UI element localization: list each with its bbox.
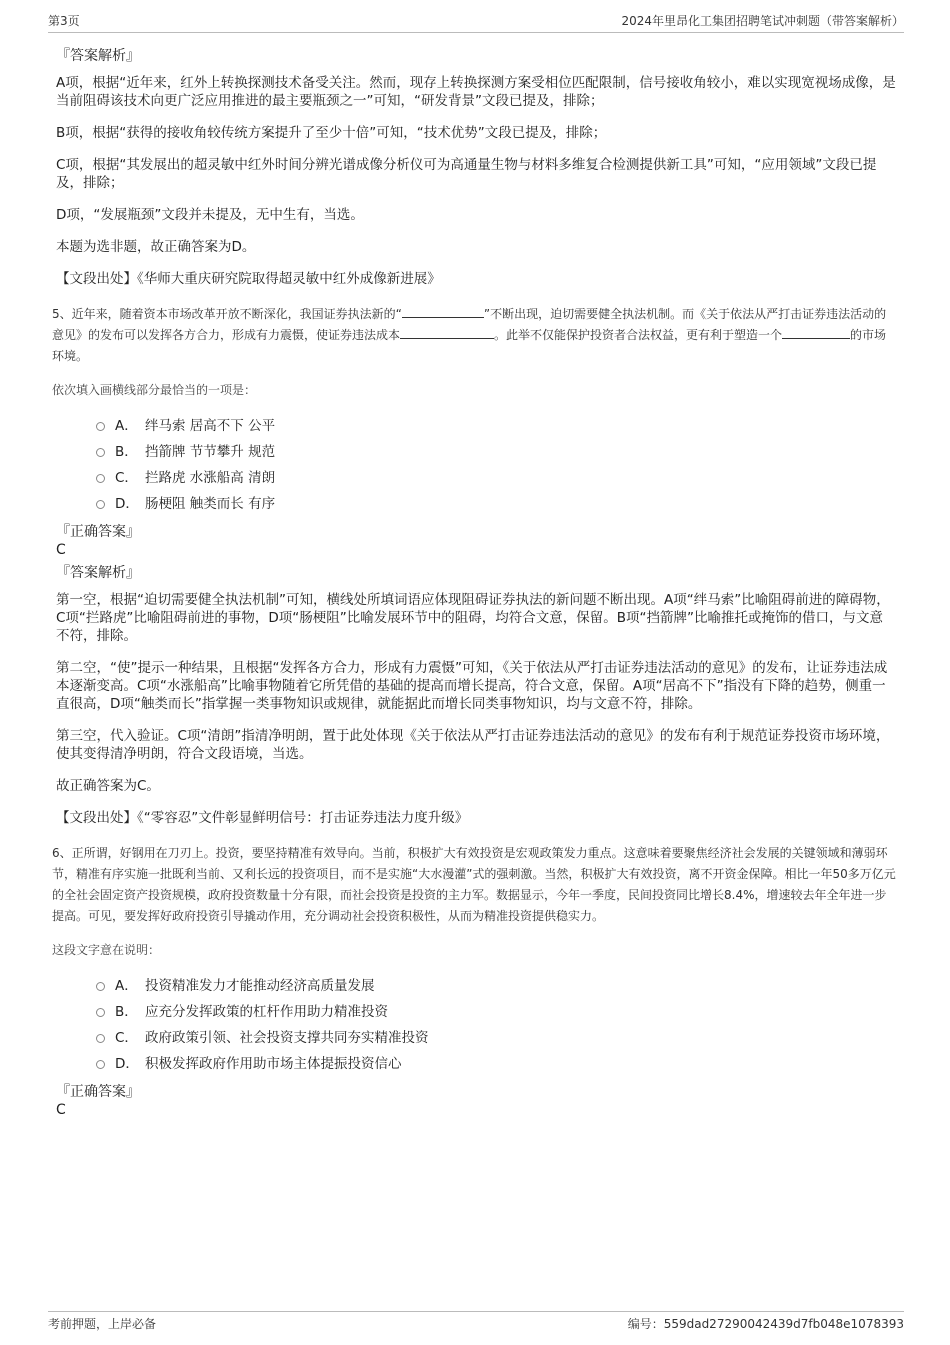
q4-analysis-section: [56, 46, 896, 288]
q4-analysis-paragraph: B项，根据“获得的接收角较传统方案提升了至少十倍”可知，“技术优势”文段已提及，排除；: [56, 125, 607, 141]
q5-stem-text-4: 的市场环境。: [52, 328, 887, 363]
footer-slogan: 考前押题，上岸必备: [48, 1317, 157, 1331]
q4-source: 【文段出处】《华师大重庆研究院取得超灵敏中红外成像新进展》: [56, 271, 441, 287]
option-text: 拦路虎 水涨船高 清朗: [145, 470, 276, 486]
q5-stem-text-2: ”不断出现，迫切需要健全执法机制。而《关于依法从严打击证券违法活动的意见》的发布可以发挥各方合力，形成有力震慑，使证券违法成本: [52, 307, 887, 342]
q6-prompt: 这段文字意在说明：: [52, 943, 161, 957]
q6-correct-label: 『正确答案』: [56, 1084, 140, 1100]
q5-option-b[interactable]: [96, 439, 896, 465]
option-text: 挡箭牌 节节攀升 规范: [145, 444, 276, 460]
option-text: 绊马索 居高不下 公平: [145, 418, 276, 434]
q5-analysis-paragraph: 第二空，“使”提示一种结果，且根据“发挥各方合力，形成有力震慑”可知，《关于依法从严打击证券违法活动的意见》的发布，让证券违法成本逐渐变高。C项“水涨船高”比喻事物随着它所凭借的基础的提高而增长提高，符合文意，保留。A项“居高不下”指没有下降的趋势，侧重一直很高，D项“触类而长”指掌握一类事物知识或规律，就能据此而增长同类事物知识，均与文意不符，排除。: [56, 660, 888, 712]
option-text: 投资精准发力才能推动经济高质量发展: [145, 978, 375, 994]
option-letter: A．: [115, 418, 138, 434]
q4-analysis-paragraph: C项，根据“其发展出的超灵敏中红外时间分辨光谱成像分析仪可为高通量生物与材料多维复合检测提供新工具”可知，“应用领域”文段已提及，排除；: [56, 157, 877, 191]
q5-stem-text-3: 。此举不仅能保护投资者合法权益，更有利于塑造一个: [494, 328, 783, 342]
q5-option-a[interactable]: [96, 413, 896, 439]
page-number: 第3页: [48, 14, 80, 28]
q5-source: 【文段出处】《“零容忍”文件彰显鲜明信号：打击证券违法力度升级》: [56, 810, 469, 826]
document-id: 编号：559dad27290042439d7fb048e1078393: [627, 1317, 904, 1331]
document-body: [52, 46, 896, 1123]
option-letter: C．: [115, 1030, 138, 1046]
radio-icon[interactable]: [96, 1008, 105, 1017]
document-title: 2024年里昂化工集团招聘笔试冲刺题（带答案解析）: [621, 14, 904, 28]
question-6: [52, 843, 896, 1119]
option-letter: A．: [115, 978, 138, 994]
option-text: 政府政策引领、社会投资支撑共同夯实精准投资: [145, 1030, 429, 1046]
option-text: 应充分发挥政策的杠杆作用助力精准投资: [145, 1004, 388, 1020]
q6-correct-answer: C: [56, 1102, 66, 1118]
q6-option-d[interactable]: [96, 1051, 896, 1077]
option-text: 积极发挥政府作用助市场主体提振投资信心: [145, 1056, 402, 1072]
q6-option-c[interactable]: [96, 1025, 896, 1051]
option-letter: C．: [115, 470, 138, 486]
question-5: [52, 304, 896, 827]
radio-icon[interactable]: [96, 1034, 105, 1043]
q4-analysis-label: 『答案解析』: [56, 48, 140, 64]
q5-correct-label: 『正确答案』: [56, 524, 140, 540]
q5-stem-text-1: 5、近年来，随着资本市场改革开放不断深化，我国证券执法新的“: [52, 307, 402, 321]
q5-analysis-paragraph: 故正确答案为C。: [56, 778, 160, 794]
option-letter: B．: [115, 444, 138, 460]
radio-icon[interactable]: [96, 474, 105, 483]
option-text: 肠梗阻 触类而长 有序: [145, 496, 276, 512]
q4-analysis-paragraph: A项，根据“近年来，红外上转换探测技术备受关注。然而，现存上转换探测方案受相位匹配限制，信号接收角较小，难以实现宽视场成像，是当前阻碍该技术向更广泛应用推进的最主要瓶颈之一”可知，“研发背景”文段已提及，排除；: [56, 75, 896, 109]
page-footer: [48, 1311, 904, 1335]
q6-options: [96, 973, 896, 1077]
q5-blank-1: [402, 305, 484, 318]
radio-icon[interactable]: [96, 500, 105, 509]
radio-icon[interactable]: [96, 982, 105, 991]
q5-correct-answer: C: [56, 542, 66, 558]
q6-option-b[interactable]: [96, 999, 896, 1025]
q5-stem: [52, 304, 896, 367]
q4-analysis-paragraph: 本题为选非题，故正确答案为D。: [56, 239, 256, 255]
radio-icon[interactable]: [96, 422, 105, 431]
q4-analysis-paragraph: D项，“发展瓶颈”文段并未提及，无中生有，当选。: [56, 207, 364, 223]
radio-icon[interactable]: [96, 1060, 105, 1069]
option-letter: D．: [115, 496, 139, 512]
q5-options: [96, 413, 896, 517]
q5-analysis-label: 『答案解析』: [56, 565, 140, 581]
q5-option-c[interactable]: [96, 465, 896, 491]
q5-option-d[interactable]: [96, 491, 896, 517]
radio-icon[interactable]: [96, 448, 105, 457]
q5-prompt: 依次填入画横线部分最恰当的一项是：: [52, 383, 257, 397]
q6-option-a[interactable]: [96, 973, 896, 999]
option-letter: D．: [115, 1056, 139, 1072]
q5-analysis-paragraph: 第三空，代入验证。C项“清朗”指清净明朗，置于此处体现《关于依法从严打击证券违法活动的意见》的发布有利于规范证券投资市场环境，使其变得清净明朗，符合文段语境，当选。: [56, 728, 890, 762]
q5-analysis-paragraph: 第一空，根据“迫切需要健全执法机制”可知，横线处所填词语应体现阻碍证券执法的新问题不断出现。A项“绊马索”比喻阻碍前进的障碍物，C项“拦路虎”比喻阻碍前进的事物，D项“肠梗阻”比喻发展环节中的阻碍，均符合文意，保留。B项“挡箭牌”比喻推托或掩饰的借口，与文意不符，排除。: [56, 592, 890, 644]
q6-stem: 6、正所谓，好钢用在刀刃上。投资，要坚持精准有效导向。当前，积极扩大有效投资是宏观政策发力重点。这意味着要聚焦经济社会发展的关键领域和薄弱环节，精准有序实施一批既利当前、又利长远的投资项目，而不是实施“大水漫灌”式的强刺激。当然，积极扩大有效投资，离不开资金保障。相比一年50多万亿元的全社会固定资产投资规模，政府投资数量十分有限，而社会投资是投资的主力军。数据显示，今年一季度，民间投资同比增长8.4%，增速较去年全年进一步提高。可见，要发挥好政府投资引导撬动作用，充分调动社会投资积极性，从而为精准投资提供稳实力。: [52, 846, 896, 923]
page-header: [48, 12, 904, 33]
option-letter: B．: [115, 1004, 138, 1020]
q5-blank-3: [782, 326, 850, 339]
q5-blank-2: [400, 326, 494, 339]
